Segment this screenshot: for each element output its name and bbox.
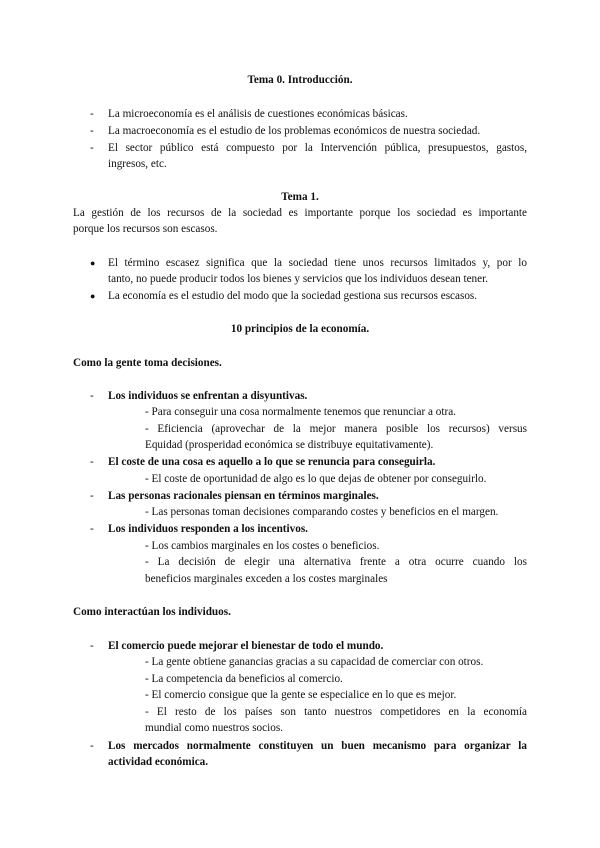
tema1-bullet: El término escasez significa que la sociedad tiene unos recursos limitados y, por lo	[108, 257, 527, 269]
tema1-title: Tema 1.	[281, 191, 319, 203]
principle-4-sub-cont: beneficios marginales exceden a los costes marginales	[145, 573, 388, 585]
principle-3: Las personas racionales piensan en términos marginales.	[108, 490, 379, 502]
section-heading: Como interactúan los individuos.	[73, 606, 231, 618]
dash-marker: -	[90, 740, 94, 752]
principle-6: Los mercados normalmente constituyen un buen mecanismo para organizar la	[108, 740, 527, 752]
principle-1-sub: - Eficiencia (aprovechar de la mejor manera posible los recursos) versus	[145, 423, 527, 435]
dash-marker: -	[90, 125, 94, 137]
tema0-title: Tema 0. Introducción.	[247, 74, 353, 86]
principle-5-sub: - La competencia da beneficios al comercio.	[145, 673, 343, 685]
principle-6-cont: actividad económica.	[108, 756, 209, 768]
principle-1: Los individuos se enfrentan a disyuntivas.	[108, 390, 308, 402]
tema0-item: La macroeconomía es el estudio de los problemas económicos de nuestra sociedad.	[108, 125, 481, 137]
dash-marker: -	[90, 108, 94, 120]
principle-5-sub-cont: mundial como nuestros socios.	[145, 722, 283, 734]
principle-2-sub: - El coste de oportunidad de algo es lo que dejas de obtener por conseguirlo.	[145, 473, 487, 485]
principle-3-sub: - Las personas toman decisiones comparando costes y beneficios en el margen.	[145, 506, 499, 518]
dash-marker: -	[90, 390, 94, 402]
principle-2: El coste de una cosa es aquello a lo que se renuncia para conseguirla.	[108, 456, 436, 468]
section-heading: Como la gente toma decisiones.	[73, 357, 222, 369]
dash-marker: -	[90, 523, 94, 535]
tema0-item: El sector público está compuesto por la Intervención pública, presupuestos, gastos,	[108, 142, 527, 154]
principle-5-sub: - El resto de los países son tanto nuestros competidores en la economía	[145, 706, 527, 718]
dash-marker: -	[90, 490, 94, 502]
tema1-bullet: La economía es el estudio del modo que la sociedad gestiona sus recursos escasos.	[108, 290, 478, 302]
bullet-icon: ●	[90, 291, 96, 301]
principle-4-sub: - Los cambios marginales en los costes o beneficios.	[145, 540, 380, 552]
tema0-item: La microeconomía es el análisis de cuestiones económicas básicas.	[108, 108, 408, 120]
principios-title: 10 principios de la economía.	[230, 323, 370, 335]
tema1-intro: La gestión de los recursos de la sociedad es importante porque los sociedad es importante	[73, 207, 527, 219]
dash-marker: -	[90, 456, 94, 468]
dash-marker: -	[90, 640, 94, 652]
tema1-intro-cont: porque los recursos son escasos.	[73, 223, 218, 235]
principle-1-sub-cont: Equidad (prosperidad económica se distribuye equitativamente).	[145, 439, 434, 451]
principle-5: El comercio puede mejorar el bienestar de todo el mundo.	[108, 640, 384, 652]
tema0-item-cont: ingresos, etc.	[108, 158, 167, 170]
principle-5-sub: - El comercio consigue que la gente se especialice en lo que es mejor.	[145, 689, 457, 701]
principle-5-sub: - La gente obtiene ganancias gracias a su capacidad de comerciar con otros.	[145, 656, 484, 668]
tema1-bullet-cont: tanto, no puede producir todos los bienes y servicios que los individuos desean tener.	[108, 273, 488, 285]
principle-4-sub: - La decisión de elegir una alternativa frente a otra ocurre cuando los	[145, 556, 527, 568]
dash-marker: -	[90, 142, 94, 154]
principle-1-sub: - Para conseguir una cosa normalmente tenemos que renunciar a otra.	[145, 406, 456, 418]
principle-4: Los individuos responden a los incentivos.	[108, 523, 308, 535]
bullet-icon: ●	[90, 258, 96, 268]
